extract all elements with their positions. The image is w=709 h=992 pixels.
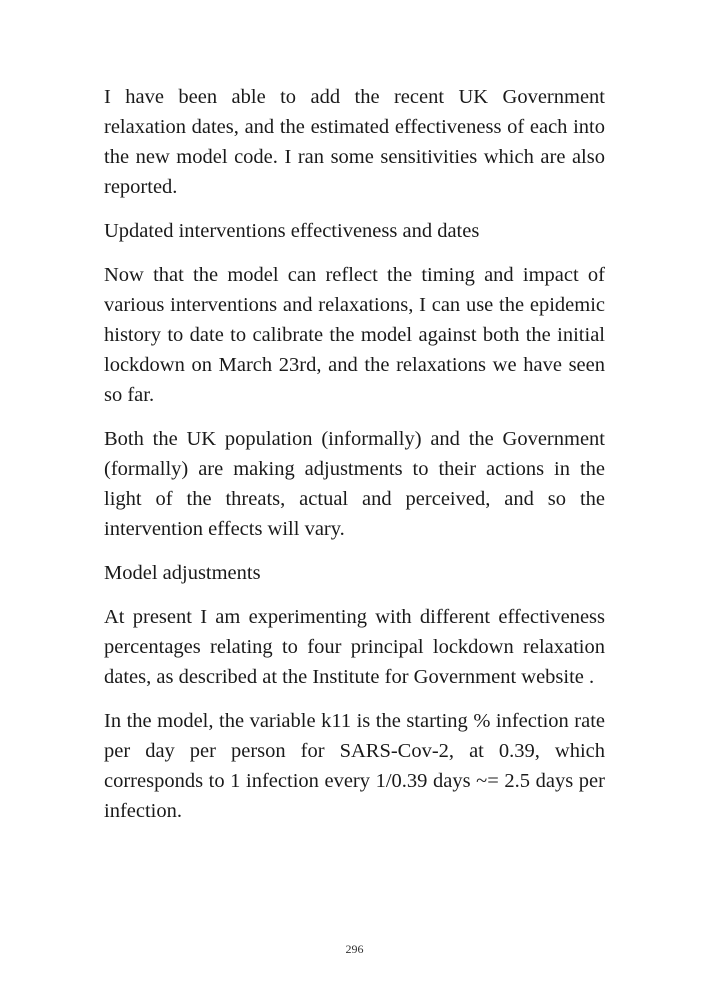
page-body	[104, 82, 605, 840]
heading-model-adjustments: Model adjustments	[104, 562, 261, 584]
page-number: 296	[345, 942, 364, 956]
paragraph-effectiveness-percentages: At present I am experimenting with different effectiveness percentages relating to four principal lockdown relaxation dates, as described at the Institute for Government website .	[104, 606, 605, 688]
heading-updated-interventions: Updated interventions effectiveness and dates	[104, 220, 480, 242]
paragraph-model-calibration: Now that the model can reflect the timing and impact of various interventions and relaxations, I can use the epidemic history to date to calibrate the model against both the initial lockdown on March 23rd, and the relaxations we have seen so far.	[104, 264, 605, 406]
paragraph-k11-variable: In the model, the variable k11 is the starting % infection rate per day per person for SARS-Cov-2, at 0.39, which corresponds to 1 infection every 1/0.39 days ~= 2.5 days per infection.	[104, 710, 605, 822]
paragraph-relaxation-dates: I have been able to add the recent UK Government relaxation dates, and the estimated effectiveness of each into the new model code. I ran some sensitivities which are also reported.	[104, 86, 605, 198]
paragraph-adjustments: Both the UK population (informally) and the Government (formally) are making adjustments to their actions in the light of the threats, actual and perceived, and so the intervention effects will vary.	[104, 428, 605, 540]
